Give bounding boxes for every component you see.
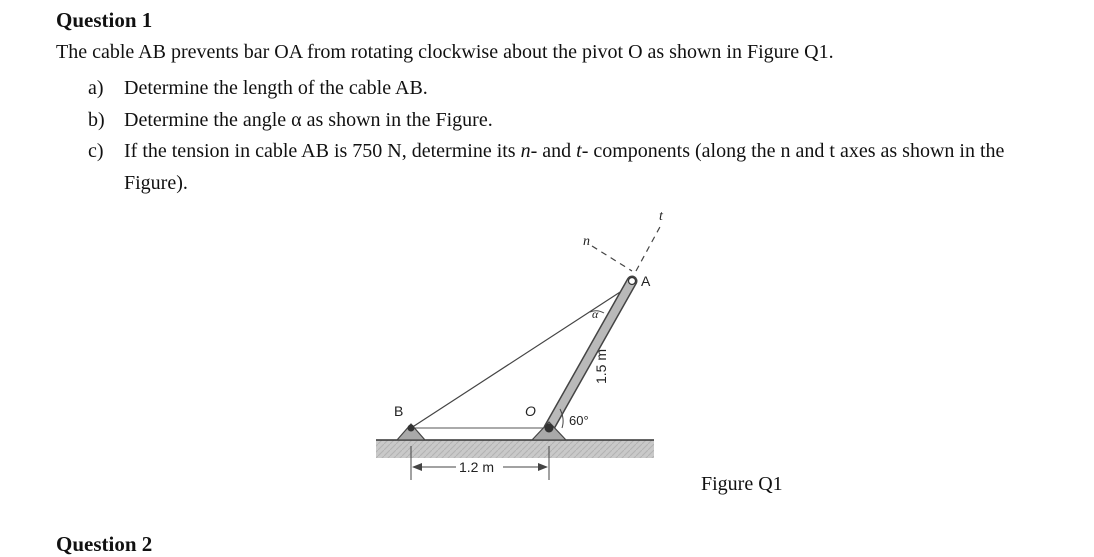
question-1-intro: The cable AB prevents bar OA from rotating clockwise about the pivot O as shown in Figure Q1. (56, 41, 834, 63)
part-c-text (124, 136, 1068, 199)
label-a: A (641, 273, 651, 289)
dim-arrow-left (412, 463, 422, 471)
pin-a (629, 278, 636, 285)
part-c-text-before: If the tension in cable AB is 750 N, determine its (124, 140, 521, 162)
question-2-title: Question 2 (56, 532, 153, 556)
t-axis (636, 225, 661, 271)
label-t: t (659, 209, 663, 224)
figure-caption: Figure Q1 (701, 473, 783, 495)
part-c-n-var: n (520, 140, 531, 162)
pin-o (545, 424, 554, 433)
figure-q1-diagram (360, 195, 680, 495)
part-b-label: b) (88, 108, 105, 131)
dim-arrow-right (538, 463, 548, 471)
part-c-label: c) (88, 140, 104, 162)
part-a-label: a) (88, 77, 104, 99)
part-c-mid: - and (530, 140, 577, 162)
part-c (88, 136, 1068, 199)
question-1-parts (88, 73, 1068, 199)
pin-b (408, 425, 415, 432)
ground (376, 440, 654, 458)
label-alpha: α (592, 307, 599, 321)
part-a-text: Determine the length of the cable AB. (124, 77, 428, 99)
label-n: n (583, 234, 590, 249)
part-c-t-var: t (576, 140, 582, 162)
label-60-deg: 60° (569, 413, 589, 428)
part-b (88, 105, 1068, 137)
label-bar-length: 1.5 m (593, 348, 609, 384)
question-1-title: Question 1 (56, 8, 153, 32)
label-b: B (394, 403, 404, 419)
n-axis (592, 246, 632, 271)
part-c-text-after: - components (along the n and t axes as shown in the Figure). (124, 140, 1005, 194)
label-o: O (525, 403, 536, 419)
part-a (88, 73, 1068, 105)
part-b-text: Determine the angle α as shown in the Figure. (124, 108, 493, 131)
bar-oa (549, 281, 632, 428)
label-dimension: 1.2 m (459, 459, 495, 475)
